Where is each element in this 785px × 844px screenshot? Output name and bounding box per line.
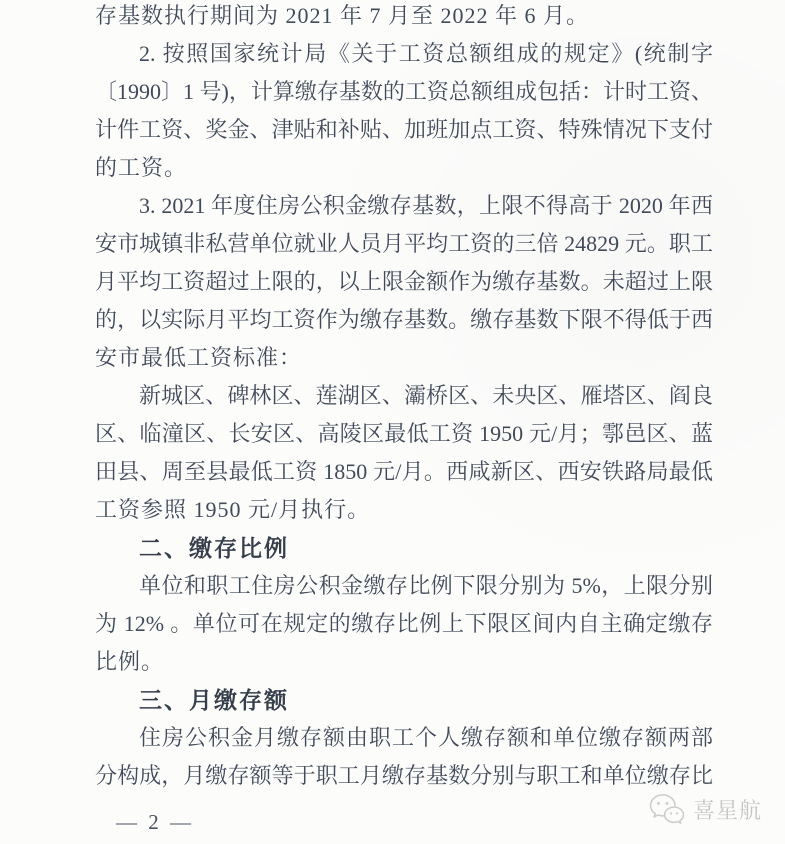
section-heading-monthly-deposit: 三、月缴存额 xyxy=(139,687,289,713)
section-heading-deposit-ratio: 二、缴存比例 xyxy=(139,535,289,561)
text-line: 住房公积金月缴存额由职工个人缴存额和单位缴存额两部 xyxy=(139,725,713,750)
text-line: 安市城镇非私营单位就业人员月平均工资的三倍 24829 元。职工 xyxy=(95,231,713,256)
text-line: 新城区、碑林区、莲湖区、灞桥区、未央区、雁塔区、阎良 xyxy=(139,383,713,408)
text-line: 月平均工资超过上限的，以上限金额作为缴存基数。未超过上限 xyxy=(95,269,713,294)
text-line: 安市最低工资标准： xyxy=(95,345,303,370)
text-line: 的，以实际月平均工资作为缴存基数。缴存基数下限不得低于西 xyxy=(95,307,713,332)
text-line: 存基数执行期间为 2021 年 7 月至 2022 年 6 月。 xyxy=(95,3,590,28)
text-line: 为 12% 。单位可在规定的缴存比例上下限区间内自主确定缴存 xyxy=(95,611,713,636)
text-line: 工资参照 1950 元/月执行。 xyxy=(95,497,371,522)
text-line: 区、临潼区、长安区、高陵区最低工资 1950 元/月；鄠邑区、蓝 xyxy=(95,421,713,446)
text-line: 田县、周至县最低工资 1850 元/月。西咸新区、西安铁路局最低 xyxy=(95,459,713,484)
document-body xyxy=(95,0,713,795)
watermark-label: 喜星航 xyxy=(693,797,763,823)
text-line: 计件工资、奖金、津贴和补贴、加班加点工资、特殊情况下支付 xyxy=(95,117,713,142)
text-line: 单位和职工住房公积金缴存比例下限分别为 5%，上限分别 xyxy=(139,573,713,598)
page-number: — 2 — xyxy=(116,810,194,834)
wechat-logo-icon xyxy=(648,793,686,825)
watermark xyxy=(648,793,762,825)
text-line: 分构成，月缴存额等于职工月缴存基数分别与职工和单位缴存比 xyxy=(95,763,713,788)
text-line: 比例。 xyxy=(95,649,165,674)
text-line: 的工资。 xyxy=(95,155,188,180)
text-line: 3. 2021 年度住房公积金缴存基数，上限不得高于 2020 年西 xyxy=(139,193,713,218)
text-line: 2. 按照国家统计局《关于工资总额组成的规定》(统制字 xyxy=(139,41,713,66)
text-line: 〔1990〕1 号)，计算缴存基数的工资总额组成包括：计时工资、 xyxy=(95,79,713,104)
